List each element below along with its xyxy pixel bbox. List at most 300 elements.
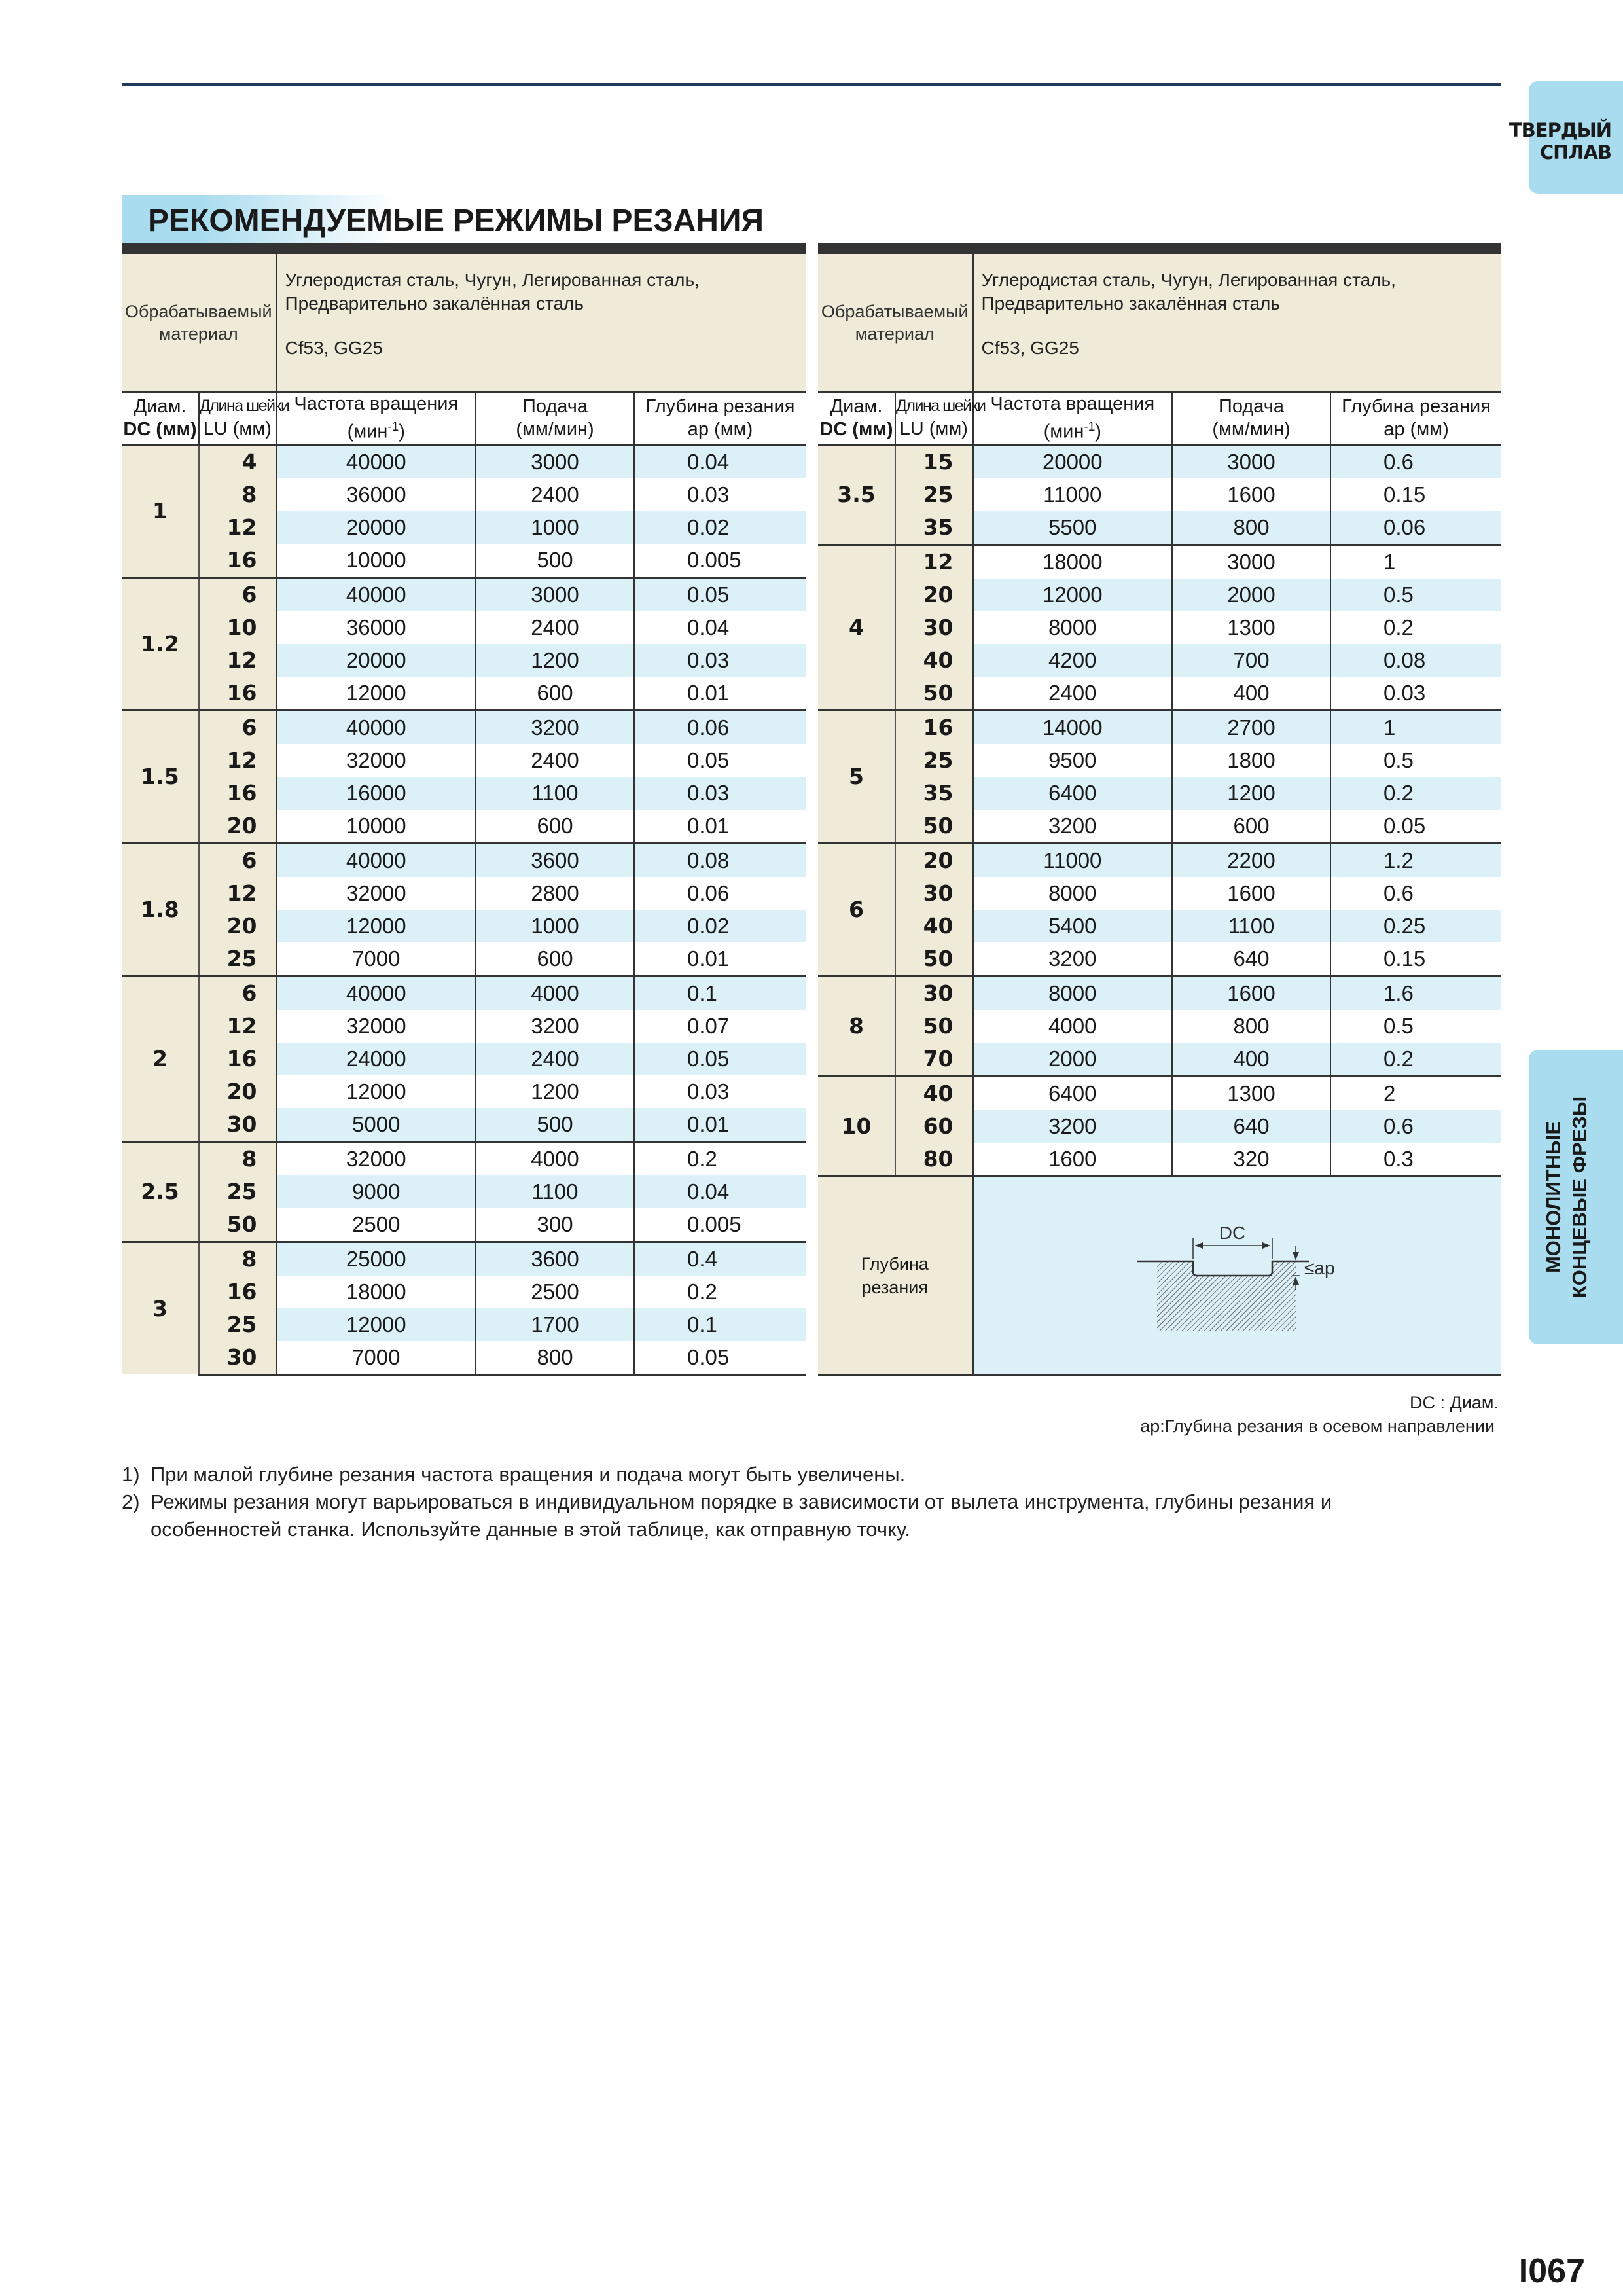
speed-cell: 5500 bbox=[972, 511, 1172, 545]
ap-label: ≤ap bbox=[1304, 1257, 1335, 1278]
feed-cell: 4000 bbox=[476, 976, 634, 1010]
speed-cell: 14000 bbox=[972, 710, 1172, 744]
speed-cell: 11000 bbox=[972, 478, 1172, 511]
depth-cell: 0.05 bbox=[634, 1043, 806, 1075]
speed-cell: 40000 bbox=[276, 710, 476, 744]
diameter-cell: 3.5 bbox=[818, 444, 895, 545]
speed-cell: 12000 bbox=[276, 677, 476, 711]
neck-length-cell: 6 bbox=[199, 710, 276, 744]
speed-cell: 12000 bbox=[276, 1075, 476, 1108]
neck-length-cell: 20 bbox=[199, 810, 276, 844]
table-row bbox=[122, 843, 806, 877]
speed-cell: 12000 bbox=[972, 579, 1172, 611]
material-row bbox=[818, 254, 1501, 392]
depth-cell: 0.15 bbox=[1383, 482, 1426, 507]
diameter-cell: 3 bbox=[122, 1242, 199, 1374]
table-row bbox=[818, 1143, 1501, 1177]
diameter-cell: 2.5 bbox=[122, 1141, 199, 1242]
depth-cell: 0.03 bbox=[634, 777, 806, 810]
neck-length-cell: 50 bbox=[895, 1010, 972, 1043]
depth-cell: 0.1 bbox=[634, 976, 806, 1010]
feed-cell: 300 bbox=[476, 1208, 634, 1242]
depth-cell: 0.04 bbox=[634, 444, 806, 478]
footnotes bbox=[122, 1461, 1450, 1543]
material-label: Обрабатываемый материал bbox=[818, 254, 972, 392]
cutting-conditions-table-left bbox=[122, 254, 806, 1376]
feed-cell: 3600 bbox=[476, 843, 634, 877]
diameter-cell: 1 bbox=[122, 444, 199, 577]
header-speed: Частота вращения (мин$^{-1}$) bbox=[972, 392, 1172, 444]
depth-cell: 0.04 bbox=[634, 1175, 806, 1208]
feed-cell: 1100 bbox=[476, 1175, 634, 1208]
table-row bbox=[122, 877, 806, 910]
table-row bbox=[122, 1043, 806, 1075]
table-row bbox=[818, 843, 1501, 877]
neck-length-cell: 50 bbox=[895, 810, 972, 844]
speed-cell: 18000 bbox=[972, 545, 1172, 579]
neck-length-cell: 40 bbox=[895, 1076, 972, 1110]
speed-cell: 1600 bbox=[972, 1143, 1172, 1177]
feed-cell: 400 bbox=[1172, 677, 1330, 711]
neck-length-cell: 35 bbox=[895, 511, 972, 545]
speed-cell: 6400 bbox=[972, 777, 1172, 810]
speed-cell: 40000 bbox=[276, 577, 476, 611]
table-row bbox=[122, 942, 806, 977]
neck-length-cell: 12 bbox=[895, 545, 972, 579]
feed-cell: 600 bbox=[1172, 810, 1330, 844]
feed-cell: 800 bbox=[1172, 511, 1330, 545]
neck-length-cell: 25 bbox=[895, 744, 972, 777]
feed-cell: 500 bbox=[476, 1108, 634, 1142]
speed-cell: 12000 bbox=[276, 910, 476, 942]
speed-cell: 20000 bbox=[276, 644, 476, 677]
feed-cell: 3000 bbox=[1172, 444, 1330, 478]
header-neck-length: Длина шейки LU (мм) bbox=[199, 392, 276, 444]
speed-cell: 32000 bbox=[276, 877, 476, 910]
speed-cell: 5400 bbox=[972, 910, 1172, 942]
feed-cell: 1600 bbox=[1172, 877, 1330, 910]
table-row bbox=[818, 744, 1501, 777]
neck-length-cell: 80 bbox=[895, 1143, 972, 1177]
depth-cell: 2 bbox=[1330, 1076, 1501, 1110]
feed-cell: 1200 bbox=[476, 644, 634, 677]
feed-cell: 640 bbox=[1172, 942, 1330, 977]
depth-cell: 0.03 bbox=[687, 1079, 730, 1103]
table-row bbox=[122, 777, 806, 810]
diameter-cell: 6 bbox=[818, 843, 895, 976]
table-row bbox=[122, 976, 806, 1010]
neck-length-cell: 4 bbox=[199, 444, 276, 478]
feed-cell: 1600 bbox=[1172, 976, 1330, 1010]
neck-length-cell: 6 bbox=[199, 577, 276, 611]
legend-ap: ap:Глубина резания в осевом направлении bbox=[1140, 1416, 1495, 1436]
workpiece-hatch bbox=[1157, 1261, 1296, 1331]
feed-cell: 2200 bbox=[1172, 843, 1330, 877]
depth-cell: 0.2 bbox=[1330, 777, 1501, 810]
table-row bbox=[122, 1242, 806, 1276]
speed-cell: 2400 bbox=[972, 677, 1172, 711]
footnote-2: 2) Режимы резания могут варьироваться в индивидуальном порядке в зависимости от вылета инструмента, глубины резания и особенностей станка. Используйте данные в этой таблице, как отправную точку. bbox=[122, 1490, 1332, 1541]
speed-cell: 3200 bbox=[972, 810, 1172, 844]
feed-cell: 2700 bbox=[1172, 710, 1330, 744]
depth-cell: 0.08 bbox=[1330, 644, 1501, 677]
diameter-cell: 1.2 bbox=[122, 577, 199, 710]
feed-cell: 1000 bbox=[476, 910, 634, 942]
depth-cell: 0.03 bbox=[1383, 680, 1426, 705]
depth-cell: 1 bbox=[1330, 545, 1501, 579]
table-row bbox=[818, 1110, 1501, 1143]
table-row bbox=[818, 644, 1501, 677]
table-row bbox=[122, 511, 806, 544]
speed-cell: 20000 bbox=[972, 444, 1172, 478]
neck-length-cell: 12 bbox=[199, 1010, 276, 1043]
depth-of-cut-diagram bbox=[974, 1177, 1503, 1374]
speed-cell: 40000 bbox=[276, 444, 476, 478]
table-row bbox=[818, 677, 1501, 711]
neck-length-cell: 16 bbox=[199, 777, 276, 810]
depth-cell: 0.01 bbox=[634, 1108, 806, 1142]
depth-cell: 0.6 bbox=[1330, 1110, 1501, 1143]
neck-length-cell: 8 bbox=[199, 478, 276, 511]
speed-cell: 9000 bbox=[276, 1175, 476, 1208]
material-grades: Cf53, GG25 bbox=[981, 338, 1079, 358]
header-depth: Глубина резания ap (мм) bbox=[1330, 392, 1501, 444]
neck-length-cell: 20 bbox=[895, 579, 972, 611]
speed-cell: 20000 bbox=[276, 511, 476, 544]
feed-cell: 320 bbox=[1172, 1143, 1330, 1177]
feed-cell: 2500 bbox=[476, 1276, 634, 1308]
speed-cell: 10000 bbox=[276, 810, 476, 844]
table-row bbox=[818, 444, 1501, 478]
table-row bbox=[122, 1141, 806, 1175]
speed-cell: 18000 bbox=[276, 1276, 476, 1308]
depth-cell: 0.03 bbox=[634, 644, 806, 677]
speed-cell: 25000 bbox=[276, 1242, 476, 1276]
material-description: Углеродистая сталь, Чугун, Легированная сталь, Предварительно закалённая сталь Cf53, GG25 bbox=[276, 254, 806, 392]
header-diameter: Диам. DC (мм) bbox=[818, 392, 895, 444]
speed-cell: 5000 bbox=[276, 1108, 476, 1142]
depth-cell: 0.02 bbox=[634, 910, 806, 942]
dc-label: DC bbox=[1219, 1222, 1245, 1243]
neck-length-cell: 6 bbox=[199, 843, 276, 877]
top-rule bbox=[122, 83, 1501, 86]
neck-length-cell: 16 bbox=[895, 710, 972, 744]
speed-cell: 32000 bbox=[276, 744, 476, 777]
section-title-bar bbox=[122, 195, 813, 243]
neck-length-cell: 12 bbox=[199, 511, 276, 544]
depth-cell: 0.06 bbox=[687, 880, 730, 905]
neck-length-cell: 15 bbox=[895, 444, 972, 478]
feed-cell: 3200 bbox=[476, 710, 634, 744]
feed-cell: 800 bbox=[1172, 1010, 1330, 1043]
table-row bbox=[818, 1010, 1501, 1043]
speed-cell: 3200 bbox=[972, 942, 1172, 977]
diameter-cell: 10 bbox=[818, 1076, 895, 1176]
table-row bbox=[818, 478, 1501, 511]
table-row bbox=[818, 1076, 1501, 1110]
feed-cell: 1300 bbox=[1172, 1076, 1330, 1110]
depth-cell: 0.4 bbox=[634, 1242, 806, 1276]
speed-cell: 4200 bbox=[972, 644, 1172, 677]
depth-cell: 0.04 bbox=[687, 615, 730, 639]
feed-cell: 700 bbox=[1172, 644, 1330, 677]
header-depth: Глубина резания ap (мм) bbox=[634, 392, 806, 444]
table-row bbox=[122, 1341, 806, 1375]
depth-cell: 0.2 bbox=[1330, 1043, 1501, 1077]
neck-length-cell: 50 bbox=[895, 677, 972, 711]
header-row bbox=[818, 392, 1501, 444]
feed-cell: 400 bbox=[1172, 1043, 1330, 1077]
depth-illustration-row bbox=[818, 1176, 1501, 1374]
feed-cell: 3000 bbox=[476, 444, 634, 478]
depth-cell: 0.05 bbox=[687, 747, 730, 772]
table-row bbox=[818, 942, 1501, 977]
speed-cell: 4000 bbox=[972, 1010, 1172, 1043]
feed-cell: 4000 bbox=[476, 1141, 634, 1175]
depth-cell: 0.2 bbox=[687, 1279, 717, 1304]
feed-cell: 2800 bbox=[476, 877, 634, 910]
speed-cell: 12000 bbox=[276, 1308, 476, 1341]
neck-length-cell: 25 bbox=[895, 478, 972, 511]
speed-cell: 24000 bbox=[276, 1043, 476, 1075]
neck-length-cell: 30 bbox=[199, 1108, 276, 1142]
feed-cell: 1000 bbox=[476, 511, 634, 544]
left-table-top-bar bbox=[122, 243, 806, 254]
speed-cell: 6400 bbox=[972, 1076, 1172, 1110]
table-row bbox=[122, 444, 806, 478]
table-row bbox=[818, 1043, 1501, 1077]
depth-cell: 0.5 bbox=[1383, 747, 1414, 772]
neck-length-cell: 30 bbox=[199, 1341, 276, 1375]
speed-cell: 40000 bbox=[276, 843, 476, 877]
speed-cell: 9500 bbox=[972, 744, 1172, 777]
header-row bbox=[122, 392, 806, 444]
neck-length-cell: 12 bbox=[199, 744, 276, 777]
neck-length-cell: 30 bbox=[895, 976, 972, 1010]
speed-cell: 11000 bbox=[972, 843, 1172, 877]
depth-cell: 0.06 bbox=[1330, 511, 1501, 545]
table-row bbox=[122, 1108, 806, 1142]
table-row bbox=[122, 677, 806, 711]
depth-cell: 0.08 bbox=[634, 843, 806, 877]
feed-cell: 600 bbox=[476, 810, 634, 844]
page-title: РЕКОМЕНДУЕМЫЕ РЕЖИМЫ РЕЗАНИЯ bbox=[148, 204, 764, 238]
material-row bbox=[122, 254, 806, 392]
feed-cell: 500 bbox=[476, 544, 634, 578]
neck-length-cell: 25 bbox=[199, 1175, 276, 1208]
neck-length-cell: 60 bbox=[895, 1110, 972, 1143]
neck-length-cell: 30 bbox=[895, 877, 972, 910]
depth-cell: 0.25 bbox=[1330, 910, 1501, 942]
table-row bbox=[818, 511, 1501, 545]
table-row bbox=[122, 1010, 806, 1043]
feed-cell: 1200 bbox=[1172, 777, 1330, 810]
table-row bbox=[122, 544, 806, 578]
header-neck-length: Длина шейки LU (мм) bbox=[895, 392, 972, 444]
feed-cell: 1100 bbox=[1172, 910, 1330, 942]
table-row bbox=[122, 710, 806, 744]
feed-cell: 1600 bbox=[1172, 478, 1330, 511]
side-tab-carbide-label: ТВЕРДЫЙ СПЛАВ bbox=[1508, 119, 1611, 164]
neck-length-cell: 25 bbox=[199, 1308, 276, 1341]
side-tab-end-mills-label: МОНОЛИТНЫЕ КОНЦЕВЫЕ ФРЕЗЫ bbox=[1542, 1096, 1591, 1299]
neck-length-cell: 20 bbox=[199, 1075, 276, 1108]
depth-of-cut-figure bbox=[972, 1176, 1501, 1374]
feed-cell: 600 bbox=[476, 942, 634, 977]
table-row bbox=[818, 877, 1501, 910]
header-diameter: Диам. DC (мм) bbox=[122, 392, 199, 444]
neck-length-cell: 8 bbox=[199, 1141, 276, 1175]
table-row bbox=[122, 611, 806, 644]
feed-cell: 3000 bbox=[1172, 545, 1330, 579]
neck-length-cell: 35 bbox=[895, 777, 972, 810]
table-row bbox=[122, 478, 806, 511]
depth-of-cut-label: Глубина резания bbox=[818, 1176, 972, 1374]
neck-length-cell: 50 bbox=[199, 1208, 276, 1242]
depth-cell: 0.6 bbox=[1383, 880, 1414, 905]
feed-cell: 640 bbox=[1172, 1110, 1330, 1143]
depth-cell: 1.2 bbox=[1330, 843, 1501, 877]
neck-length-cell: 16 bbox=[199, 1043, 276, 1075]
material-description: Углеродистая сталь, Чугун, Легированная сталь, Предварительно закалённая сталь Cf53, GG25 bbox=[972, 254, 1501, 392]
table-row bbox=[818, 976, 1501, 1010]
table-row bbox=[122, 1308, 806, 1341]
depth-cell: 0.05 bbox=[1383, 813, 1426, 838]
depth-cell: 1 bbox=[1330, 710, 1501, 744]
feed-cell: 600 bbox=[476, 677, 634, 711]
speed-cell: 2000 bbox=[972, 1043, 1172, 1077]
table-row bbox=[818, 579, 1501, 611]
neck-length-cell: 20 bbox=[895, 843, 972, 877]
diameter-cell: 2 bbox=[122, 976, 199, 1141]
depth-cell: 0.07 bbox=[687, 1013, 730, 1038]
feed-cell: 1100 bbox=[476, 777, 634, 810]
feed-cell: 1700 bbox=[476, 1308, 634, 1341]
feed-cell: 1800 bbox=[1172, 744, 1330, 777]
feed-cell: 3000 bbox=[476, 577, 634, 611]
table-row bbox=[122, 1208, 806, 1242]
page-number: I067 bbox=[1518, 2252, 1585, 2290]
feed-cell: 2000 bbox=[1172, 579, 1330, 611]
depth-cell: 1.6 bbox=[1330, 976, 1501, 1010]
depth-cell: 0.05 bbox=[634, 1341, 806, 1375]
speed-cell: 32000 bbox=[276, 1010, 476, 1043]
cutting-conditions-table-right bbox=[818, 254, 1501, 1376]
table-row bbox=[818, 910, 1501, 942]
speed-cell: 3200 bbox=[972, 1110, 1172, 1143]
neck-length-cell: 16 bbox=[199, 1276, 276, 1308]
depth-cell: 0.5 bbox=[1383, 1013, 1414, 1038]
depth-cell: 0.02 bbox=[634, 511, 806, 544]
neck-length-cell: 12 bbox=[199, 877, 276, 910]
depth-cell: 0.3 bbox=[1383, 1146, 1414, 1171]
neck-length-cell: 10 bbox=[199, 611, 276, 644]
diameter-cell: 1.8 bbox=[122, 843, 199, 976]
footnote-1: 1) При малой глубине резания частота вращения и подача могут быть увеличены. bbox=[122, 1463, 906, 1486]
depth-cell: 0.06 bbox=[634, 710, 806, 744]
feed-cell: 2400 bbox=[476, 1043, 634, 1075]
table-row bbox=[122, 910, 806, 942]
table-row bbox=[818, 545, 1501, 579]
speed-cell: 36000 bbox=[276, 478, 476, 511]
neck-length-cell: 30 bbox=[895, 611, 972, 644]
depth-cell: 0.2 bbox=[634, 1141, 806, 1175]
neck-length-cell: 25 bbox=[199, 942, 276, 977]
table-row bbox=[122, 577, 806, 611]
right-table-top-bar bbox=[818, 243, 1501, 254]
feed-cell: 3600 bbox=[476, 1242, 634, 1276]
table-row bbox=[122, 810, 806, 844]
table-row bbox=[818, 710, 1501, 744]
depth-cell: 0.2 bbox=[1383, 615, 1414, 639]
neck-length-cell: 16 bbox=[199, 544, 276, 578]
speed-cell: 2500 bbox=[276, 1208, 476, 1242]
depth-cell: 0.6 bbox=[1330, 444, 1501, 478]
neck-length-cell: 20 bbox=[199, 910, 276, 942]
feed-cell: 1200 bbox=[476, 1075, 634, 1108]
speed-cell: 8000 bbox=[972, 877, 1172, 910]
neck-length-cell: 40 bbox=[895, 644, 972, 677]
table-row bbox=[122, 744, 806, 777]
table-row bbox=[818, 611, 1501, 644]
header-feed: Подача (мм/мин) bbox=[1172, 392, 1330, 444]
speed-cell: 8000 bbox=[972, 976, 1172, 1010]
table-row bbox=[122, 644, 806, 677]
depth-cell: 0.005 bbox=[687, 547, 741, 572]
diameter-cell: 4 bbox=[818, 545, 895, 710]
neck-length-cell: 6 bbox=[199, 976, 276, 1010]
speed-cell: 36000 bbox=[276, 611, 476, 644]
table-row bbox=[818, 810, 1501, 844]
neck-length-cell: 16 bbox=[199, 677, 276, 711]
speed-cell: 8000 bbox=[972, 611, 1172, 644]
diameter-cell: 5 bbox=[818, 710, 895, 843]
depth-cell: 0.15 bbox=[1383, 946, 1426, 971]
legend-dc: DC : Диам. bbox=[1410, 1393, 1499, 1412]
side-tab-end-mills[interactable] bbox=[1529, 1050, 1623, 1344]
diameter-cell: 8 bbox=[818, 976, 895, 1076]
depth-cell: 0.01 bbox=[687, 813, 730, 838]
speed-cell: 16000 bbox=[276, 777, 476, 810]
feed-cell: 2400 bbox=[476, 611, 634, 644]
material-label: Обрабатываемый материал bbox=[122, 254, 276, 392]
table-row bbox=[818, 777, 1501, 810]
neck-length-cell: 40 bbox=[895, 910, 972, 942]
side-tab-carbide[interactable] bbox=[1508, 81, 1623, 194]
neck-length-cell: 8 bbox=[199, 1242, 276, 1276]
depth-cell: 0.01 bbox=[687, 680, 730, 705]
neck-length-cell: 70 bbox=[895, 1043, 972, 1077]
header-speed: Частота вращения (мин$^{-1}$) bbox=[276, 392, 476, 444]
depth-cell: 0.1 bbox=[634, 1308, 806, 1341]
neck-length-cell: 12 bbox=[199, 644, 276, 677]
speed-cell: 7000 bbox=[276, 942, 476, 977]
speed-cell: 7000 bbox=[276, 1341, 476, 1375]
feed-cell: 1300 bbox=[1172, 611, 1330, 644]
table-row bbox=[122, 1175, 806, 1208]
header-feed: Подача (мм/мин) bbox=[476, 392, 634, 444]
table-row bbox=[122, 1276, 806, 1308]
feed-cell: 2400 bbox=[476, 744, 634, 777]
speed-cell: 40000 bbox=[276, 976, 476, 1010]
diameter-cell: 1.5 bbox=[122, 710, 199, 843]
depth-cell: 0.03 bbox=[687, 482, 730, 507]
depth-cell: 0.01 bbox=[687, 946, 730, 971]
table-row bbox=[122, 1075, 806, 1108]
neck-length-cell: 50 bbox=[895, 942, 972, 977]
feed-cell: 2400 bbox=[476, 478, 634, 511]
speed-cell: 32000 bbox=[276, 1141, 476, 1175]
